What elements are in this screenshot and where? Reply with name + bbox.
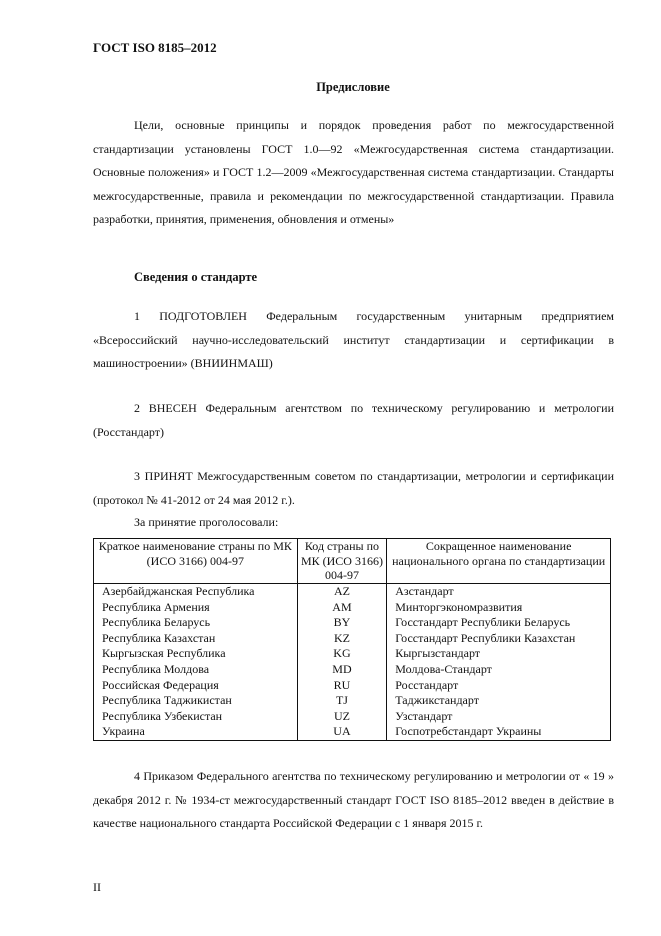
code-cell: UZ — [297, 709, 387, 725]
document-header: ГОСТ ISO 8185–2012 — [93, 40, 217, 55]
item-2-paragraph: 2 ВНЕСЕН Федеральным агентством по техническому регулированию и метрологии (Росстандарт) — [93, 401, 614, 439]
page-title: Предисловие — [316, 80, 390, 94]
code-cell: KG — [297, 646, 387, 662]
table-row — [94, 662, 611, 678]
column-header-code: Код страны по МК (ИСО 3166) 004-97 — [297, 539, 387, 584]
table-row — [94, 724, 611, 740]
table-row — [94, 693, 611, 709]
code-cell: MD — [297, 662, 387, 678]
body-cell: Госстандарт Республики Казахстан — [387, 631, 611, 647]
code-cell: UA — [297, 724, 387, 740]
table-row — [94, 709, 611, 725]
body-cell: Кыргызстандарт — [387, 646, 611, 662]
body-cell: Госпотребстандарт Украины — [387, 724, 611, 740]
column-header-body: Сокращенное наименование национального органа по стандартизации — [387, 539, 611, 584]
item-3-paragraph: 3 ПРИНЯТ Межгосударственным советом по стандартизации, метрологии и сертификации (протокол № 41-2012 от 24 мая 2012 г.). — [93, 469, 614, 507]
country-cell: Российская Федерация — [94, 678, 298, 694]
table-row — [94, 678, 611, 694]
country-cell: Азербайджанская Республика — [94, 584, 298, 600]
code-cell: AM — [297, 600, 387, 616]
member-states-table — [93, 538, 611, 741]
body-cell: Узстандарт — [387, 709, 611, 725]
table-row — [94, 584, 611, 600]
table-row — [94, 600, 611, 616]
body-cell: Минторгэкономразвития — [387, 600, 611, 616]
country-cell: Украина — [94, 724, 298, 740]
item-4-paragraph: 4 Приказом Федерального агентства по техническому регулированию и метрологии от « 19 » декабря 2012 г. № 1934-ст межгосударственный стандарт ГОСТ ISO 8185–2012 введен в действие в качестве национального стандарта Российской Федерации с 1 января 2015 г. — [93, 769, 614, 830]
table-header-row — [94, 539, 611, 584]
body-cell: Росстандарт — [387, 678, 611, 694]
country-cell: Республика Узбекистан — [94, 709, 298, 725]
body-cell: Азстандарт — [387, 584, 611, 600]
table-row — [94, 615, 611, 631]
code-cell: KZ — [297, 631, 387, 647]
code-cell: BY — [297, 615, 387, 631]
code-cell: AZ — [297, 584, 387, 600]
body-cell: Госстандарт Республики Беларусь — [387, 615, 611, 631]
country-cell: Республика Казахстан — [94, 631, 298, 647]
code-cell: RU — [297, 678, 387, 694]
country-cell: Республика Беларусь — [94, 615, 298, 631]
voted-label: За принятие проголосовали: — [134, 515, 279, 529]
section-heading: Сведения о стандарте — [134, 270, 258, 284]
page-number: II — [93, 880, 101, 894]
body-cell: Молдова-Стандарт — [387, 662, 611, 678]
country-cell: Республика Армения — [94, 600, 298, 616]
table-row — [94, 631, 611, 647]
intro-paragraph: Цели, основные принципы и порядок проведения работ по межгосударственной стандартизации установлены ГОСТ 1.0—92 «Межгосударственная система стандартизации. Основные положения» и ГОСТ 1.2—2009 «Межгосударственная система стандартизации. Стандарты межгосударственные, правила и рекомендации по межгосударственной стандартизации. Правила разработки, принятия, применения, обновления и отмены» — [93, 118, 614, 226]
code-cell: TJ — [297, 693, 387, 709]
country-cell: Республика Таджикистан — [94, 693, 298, 709]
country-cell: Республика Молдова — [94, 662, 298, 678]
item-1-paragraph: 1 ПОДГОТОВЛЕН Федеральным государственным унитарным предприятием «Всероссийский научно-исследовательский институт стандартизации и сертификации в машиностроении» (ВНИИНМАШ) — [93, 309, 614, 370]
table-row — [94, 646, 611, 662]
body-cell: Таджикстандарт — [387, 693, 611, 709]
column-header-country: Краткое наименование страны по МК (ИСО 3166) 004-97 — [94, 539, 298, 584]
country-cell: Кыргызская Республика — [94, 646, 298, 662]
